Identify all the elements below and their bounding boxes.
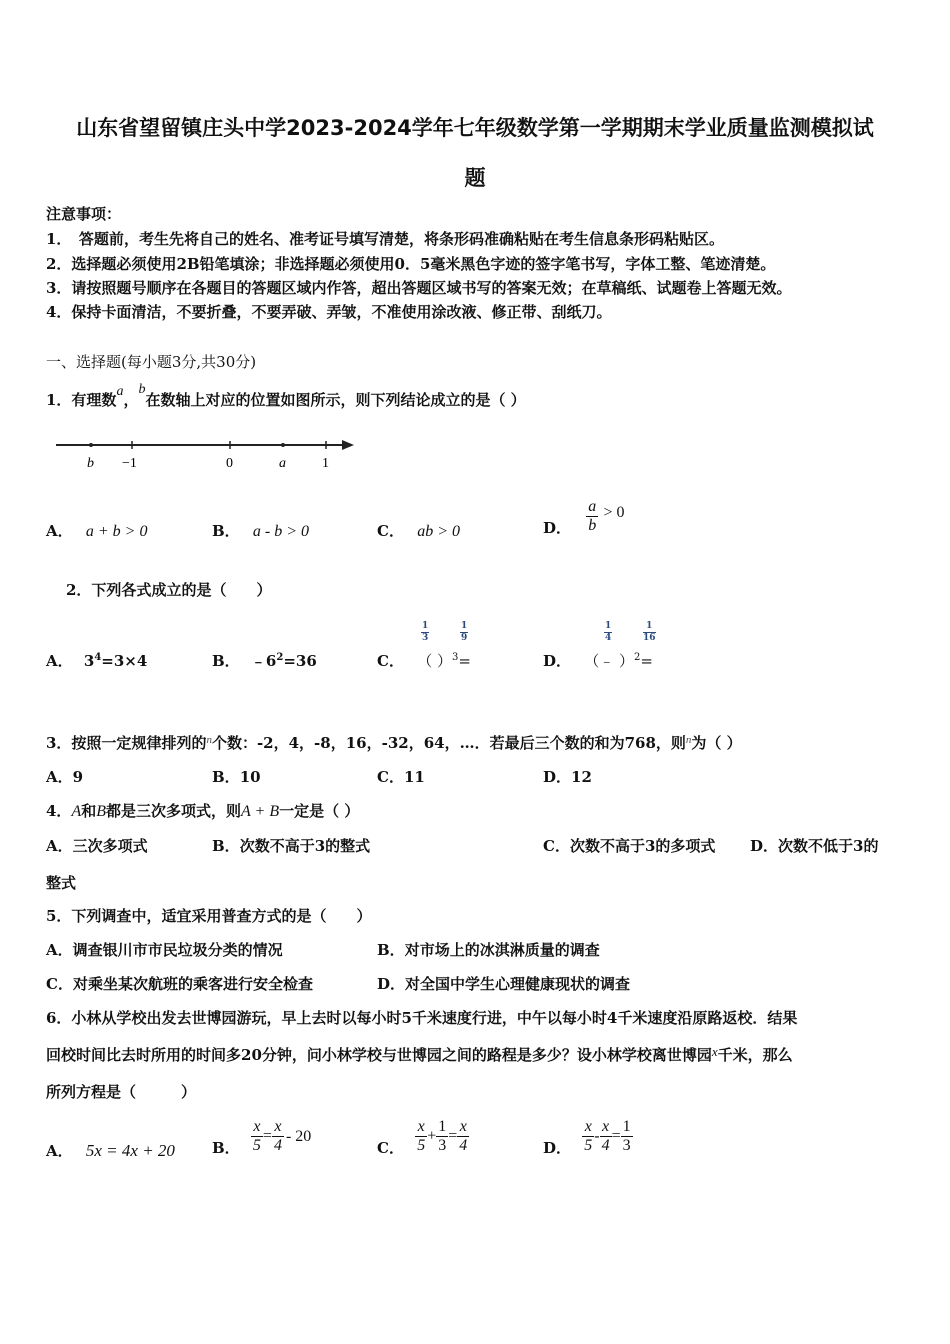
- question-6-line-2: [46, 1044, 793, 1065]
- q3-option-d-value: 12: [571, 768, 592, 786]
- q2-option-b-exp: 2: [276, 652, 284, 663]
- q5-option-d: [377, 973, 630, 994]
- q4-option-c-label: C．: [543, 837, 570, 855]
- axis-label-b: b: [87, 456, 94, 471]
- q3-option-a-label: A．: [46, 768, 73, 786]
- q4-mid: 都是三次多项式，则: [106, 802, 242, 820]
- q2-d-fraction-2: [643, 621, 656, 644]
- q2-option-a-label: A．: [46, 652, 73, 670]
- q5-option-a: [46, 939, 283, 960]
- q6-d-frac-3: [621, 1118, 633, 1155]
- q4-suffix: 一定是（ ）: [279, 802, 360, 820]
- q6-b-f1-num: x: [251, 1118, 263, 1137]
- q1-option-c: [377, 520, 460, 541]
- q1-option-d: [543, 498, 625, 535]
- q6-c-eq: =: [448, 1127, 458, 1145]
- q4-var-a: A: [71, 803, 82, 820]
- q5-option-c-text: 对乘坐某次航班的乘客进行安全检查: [72, 975, 313, 993]
- q2-option-c-exp: 3: [451, 652, 459, 663]
- q2-option-d-exp: 2: [634, 652, 641, 663]
- q3-option-a-value: 9: [72, 768, 84, 786]
- tick-b: [89, 443, 93, 447]
- tick-a: [281, 443, 285, 447]
- q3-option-c: [377, 766, 425, 787]
- q3-option-c-value: 11: [403, 768, 425, 786]
- q6-d-f1-den: 5: [584, 1137, 593, 1154]
- q4-option-c-text: 次数不高于3的多项式: [569, 837, 716, 855]
- q6-c-f3-num: x: [457, 1118, 469, 1137]
- question-6-line-1: 6．小林从学校出发去世博园游玩，早上去时以每小时5千米速度行进，中午以每小时4千米速度沿原路返校．结果: [46, 1009, 798, 1027]
- question-3-stem: [46, 732, 742, 753]
- q5-option-d-text: 对全国中学生心理健康现状的调查: [405, 975, 631, 993]
- q6-b-f1-den: 5: [252, 1137, 261, 1154]
- q6-c-f1-num: x: [415, 1118, 427, 1137]
- q1-option-b: [212, 520, 309, 541]
- page-title: 山东省望留镇庄头中学2023-2024学年七年级数学第一学期期末学业质量监测模拟试: [76, 116, 874, 140]
- q4-option-b-text: 次数不高于3的整式: [239, 837, 371, 855]
- q2-option-b-label: B．: [212, 652, 240, 670]
- q4-option-d-continued: 整式: [46, 874, 77, 892]
- notice-item-3: 3．请按照题号顺序在各题目的答题区域内作答，超出答题区域书写的答案无效；在草稿纸、试题卷上答题无效。: [46, 279, 792, 297]
- q4-option-b: [212, 835, 370, 856]
- axis-label-1: 1: [322, 456, 329, 471]
- q6-d-frac-2: [600, 1118, 612, 1155]
- q2-c-fraction-2: [460, 621, 468, 644]
- q6-d-f2-num: x: [600, 1118, 612, 1137]
- q6-b-frac-2: [272, 1118, 284, 1155]
- q6-c-frac-3: [457, 1118, 469, 1155]
- q4-option-c: [543, 835, 715, 856]
- question-1-stem: [46, 382, 526, 410]
- q2-d-frac2-num: 1: [643, 621, 656, 633]
- q2-option-c-eq: =: [458, 652, 471, 670]
- q1-option-d-den: b: [588, 517, 597, 534]
- q2-option-c-expr: （ ）: [417, 652, 452, 670]
- q4-and: 和: [81, 802, 97, 820]
- q2-option-b-pre: ﹣6: [250, 652, 277, 670]
- q5-option-b: [377, 939, 600, 960]
- q5-option-c-label: C．: [46, 975, 73, 993]
- number-line: [54, 432, 364, 472]
- q6-line2-post: 千米，那么: [717, 1046, 793, 1064]
- notice-heading: 注意事项：: [46, 205, 122, 223]
- q2-d-fraction-1: [604, 621, 612, 644]
- q1-option-a-expr: a + b > 0: [85, 523, 148, 540]
- q6-d-f2-den: 4: [601, 1137, 610, 1154]
- q1-option-d-num: a: [588, 498, 597, 515]
- q1-option-b-expr: a - b > 0: [252, 523, 310, 540]
- q2-d-frac1-den: 4: [605, 633, 612, 643]
- q3-option-c-label: C．: [377, 768, 404, 786]
- q4-option-d-label: D．: [750, 837, 779, 855]
- axis-label-a: a: [279, 456, 286, 471]
- q6-b-f2-num: x: [272, 1118, 284, 1137]
- q1-option-b-label: B．: [212, 522, 240, 540]
- q2-c-fraction-1: [421, 621, 429, 644]
- q5-option-a-text: 调查银川市市民垃圾分类的情况: [72, 941, 283, 959]
- q2-option-a: [46, 650, 147, 671]
- q2-option-d: [543, 650, 653, 671]
- axis-label-minus1: −1: [122, 456, 137, 471]
- q6-option-a: [46, 1140, 175, 1161]
- q6-b-frac-1: [251, 1118, 263, 1155]
- q2-option-d-expr: （﹣ ）: [584, 652, 635, 670]
- q2-option-a-exp: 4: [94, 652, 102, 663]
- notice-item-1: 1． 答题前，考生先将自己的姓名、准考证号填写清楚，将条形码准确粘贴在考生信息条形码粘贴区。: [46, 230, 724, 248]
- q6-c-f3-den: 4: [459, 1137, 468, 1154]
- question-4-stem: [46, 800, 359, 821]
- q2-c-frac1-den: 3: [422, 633, 429, 643]
- q3-option-d: [543, 766, 592, 787]
- q2-option-d-eq: =: [640, 652, 653, 670]
- q6-option-a-expr: 5x = 4x + 20: [85, 1141, 175, 1160]
- q4-var-b: B: [96, 803, 107, 820]
- q2-option-a-base: 3: [83, 652, 95, 670]
- q6-option-b-label: B．: [212, 1138, 240, 1157]
- q5-option-c: [46, 973, 313, 994]
- q1-var-a: a: [116, 384, 124, 399]
- q6-line2-pre: 回校时间比去时所用的时间多20分钟，问小林学校与世博园之间的路程是多少？设小林学校离世博园: [46, 1046, 712, 1064]
- q6-d-minus: -: [594, 1127, 600, 1145]
- q2-c-frac2-num: 1: [461, 621, 468, 631]
- q1-option-c-label: C．: [377, 522, 404, 540]
- q6-option-a-label: A．: [46, 1142, 73, 1160]
- q2-c-frac2-den: 9: [461, 633, 468, 643]
- q6-c-frac-1: [415, 1118, 427, 1155]
- q4-option-b-label: B．: [212, 837, 240, 855]
- q3-option-d-label: D．: [543, 768, 572, 786]
- q6-c-f1-den: 5: [417, 1137, 426, 1154]
- question-5-stem: 5．下列调查中，适宜采用普查方式的是（ ）: [46, 907, 372, 925]
- notice-item-2: 2．选择题必须使用2B铅笔填涂；非选择题必须使用0．5毫米黑色字迹的签字笔书写，字体工整、笔迹清楚。: [46, 255, 776, 273]
- q6-d-frac-1: [582, 1118, 594, 1155]
- q2-c-frac1-num: 1: [422, 621, 429, 631]
- q1-option-a-label: A．: [46, 522, 73, 540]
- q1-prefix: 1．有理数: [46, 391, 117, 409]
- q4-option-a: [46, 835, 148, 856]
- q1-option-d-rest: > 0: [603, 503, 625, 521]
- number-line-arrow: [342, 440, 354, 450]
- q2-option-d-label: D．: [543, 652, 572, 670]
- q6-option-c: [377, 1118, 469, 1155]
- q6-c-plus: +: [427, 1127, 437, 1145]
- q4-sum: A + B: [241, 803, 280, 820]
- q2-d-frac1-num: 1: [605, 621, 612, 631]
- q1-var-b: b: [138, 382, 146, 397]
- q6-c-f2-num: 1: [438, 1118, 447, 1135]
- q6-c-frac-2: [436, 1118, 448, 1155]
- q6-b-eq: =: [262, 1127, 272, 1145]
- q6-var-x: x: [711, 1044, 718, 1059]
- q3-prefix: 3．按照一定规律排列的: [46, 734, 207, 752]
- q2-option-a-rest: =3×4: [101, 652, 148, 670]
- q1-option-a: [46, 520, 147, 541]
- q3-option-b-value: 10: [239, 768, 261, 786]
- q1-suffix: 在数轴上对应的位置如图所示，则下列结论成立的是（ ）: [145, 391, 526, 409]
- axis-label-0: 0: [226, 456, 233, 471]
- question-6-line-3: 所列方程是（ ）: [46, 1083, 197, 1101]
- q2-option-b-rest: =36: [283, 652, 317, 670]
- q3-middle: 个数：-2，4，-8，16，-32，64，…．若最后三个数的和为768，则: [211, 734, 686, 752]
- q6-option-d: [543, 1118, 633, 1155]
- q1-option-c-expr: ab > 0: [417, 523, 460, 540]
- q6-b-f2-den: 4: [273, 1137, 282, 1154]
- section-heading: 一、选择题(每小题3分,共30分): [46, 353, 257, 371]
- q6-d-eq: =: [611, 1127, 621, 1145]
- q2-d-frac2-den: 16: [643, 633, 656, 643]
- q5-option-d-label: D．: [377, 975, 406, 993]
- q4-option-d: [750, 835, 878, 856]
- q3-var-n: n: [206, 734, 212, 746]
- q3-suffix: 为（ ）: [691, 734, 742, 752]
- q1-comma: ，: [123, 391, 139, 409]
- q5-option-b-label: B．: [377, 941, 405, 959]
- q3-option-b: [212, 766, 261, 787]
- q5-option-a-label: A．: [46, 941, 73, 959]
- q6-d-f3-num: 1: [622, 1118, 631, 1135]
- q4-prefix: 4．: [46, 802, 72, 820]
- q2-option-b: [212, 650, 317, 671]
- q6-c-f2-den: 3: [438, 1137, 447, 1154]
- q4-option-d-text: 次数不低于3的: [778, 837, 879, 855]
- q6-b-rest: - 20: [285, 1127, 312, 1145]
- question-2-stem: 2．下列各式成立的是（ ）: [66, 581, 272, 599]
- q6-option-c-label: C．: [377, 1138, 404, 1157]
- q1-option-d-fraction: [586, 498, 598, 535]
- q3-var-n2: n: [685, 734, 692, 746]
- notice-item-4: 4．保持卡面清洁，不要折叠，不要弄破、弄皱，不准使用涂改液、修正带、刮纸刀。: [46, 303, 612, 321]
- q4-option-a-text: 三次多项式: [72, 837, 148, 855]
- q3-option-b-label: B．: [212, 768, 240, 786]
- q6-option-d-label: D．: [543, 1138, 572, 1157]
- q2-option-c-label: C．: [377, 652, 404, 670]
- page-title-line2: 题: [464, 166, 486, 190]
- q6-option-b: [212, 1118, 311, 1155]
- q1-option-d-label: D．: [543, 518, 572, 537]
- q6-d-f1-num: x: [582, 1118, 594, 1137]
- q6-d-f3-den: 3: [622, 1137, 631, 1154]
- q5-option-b-text: 对市场上的冰淇淋质量的调查: [404, 941, 600, 959]
- q2-option-c: [377, 650, 471, 671]
- q4-option-a-label: A．: [46, 837, 73, 855]
- q3-option-a: [46, 766, 83, 787]
